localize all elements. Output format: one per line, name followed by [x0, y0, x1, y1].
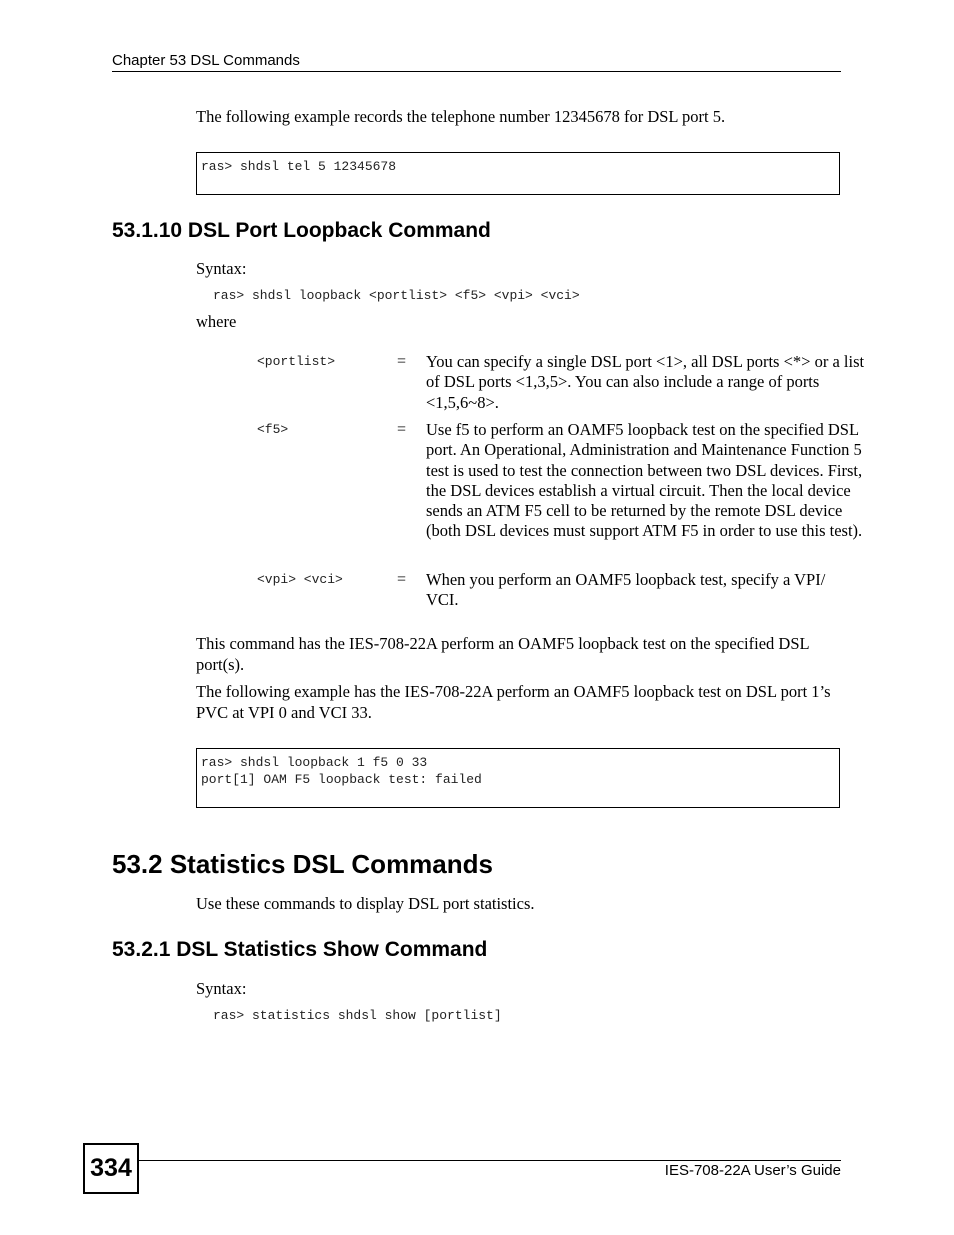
definition-desc-f5: Use f5 to perform an OAMF5 loopback test on the specified DSL port. An Operational, Administration and Maintenance Function 5 test is used to test the connection between two DSL devices. First, the DSL devices establish a virtual circuit. Then the local device sends an ATM F5 cell to be returned by the remote DSL device (both DSL devices must support ATM F5 in order to use this test). [426, 420, 863, 541]
syntax-code: ras> statistics shdsl show [portlist] [213, 1008, 502, 1023]
section-heading-loopback: 53.1.10 DSL Port Loopback Command [112, 219, 491, 242]
definition-equals: = [397, 353, 407, 370]
footer-rule [139, 1160, 841, 1161]
statistics-paragraph: Use these commands to display DSL port statistics. [196, 894, 535, 913]
code-box-tel [196, 152, 840, 195]
running-header: Chapter 53 DSL Commands [112, 52, 300, 69]
code-line: ras> shdsl loopback 1 f5 0 33 [201, 755, 428, 770]
syntax-code: ras> shdsl loopback <portlist> <f5> <vpi> <vci> [213, 288, 580, 303]
where-label: where [196, 312, 237, 331]
syntax-label: Syntax: [196, 259, 247, 278]
page-number: 334 [83, 1143, 139, 1194]
footer-guide-title: IES-708-22A User’s Guide [664, 1162, 841, 1179]
definition-desc-vpi-vci: When you perform an OAMF5 loopback test, specify a VPI/ VCI. [426, 570, 826, 610]
definition-term-f5: <f5> [257, 422, 289, 437]
section-heading-statistics: 53.2 Statistics DSL Commands [112, 849, 493, 879]
code-line: port[1] OAM F5 loopback test: failed [201, 772, 482, 787]
definition-equals: = [397, 421, 407, 438]
intro-paragraph: The following example records the telephone number 12345678 for DSL port 5. [196, 107, 726, 126]
definition-term-portlist: <portlist> [257, 354, 336, 369]
code-box-loopback [196, 748, 840, 808]
loopback-description-paragraph: This command has the IES-708-22A perform an OAMF5 loopback test on the specified DSL port(s). [196, 634, 809, 674]
section-heading-stats-show: 53.2.1 DSL Statistics Show Command [112, 938, 488, 961]
header-rule [112, 71, 841, 72]
loopback-example-paragraph: The following example has the IES-708-22A perform an OAMF5 loopback test on DSL port 1’s PVC at VPI 0 and VCI 33. [196, 682, 831, 722]
definition-term-vpi-vci: <vpi> <vci> [257, 572, 343, 587]
code-line: ras> shdsl tel 5 12345678 [201, 159, 397, 174]
definition-equals: = [397, 571, 407, 588]
syntax-label: Syntax: [196, 979, 247, 998]
definition-desc-portlist: You can specify a single DSL port <1>, all DSL ports <*> or a list of DSL ports <1,3,5>. You can also include a range of ports <1,5,6~8>. [426, 352, 865, 412]
